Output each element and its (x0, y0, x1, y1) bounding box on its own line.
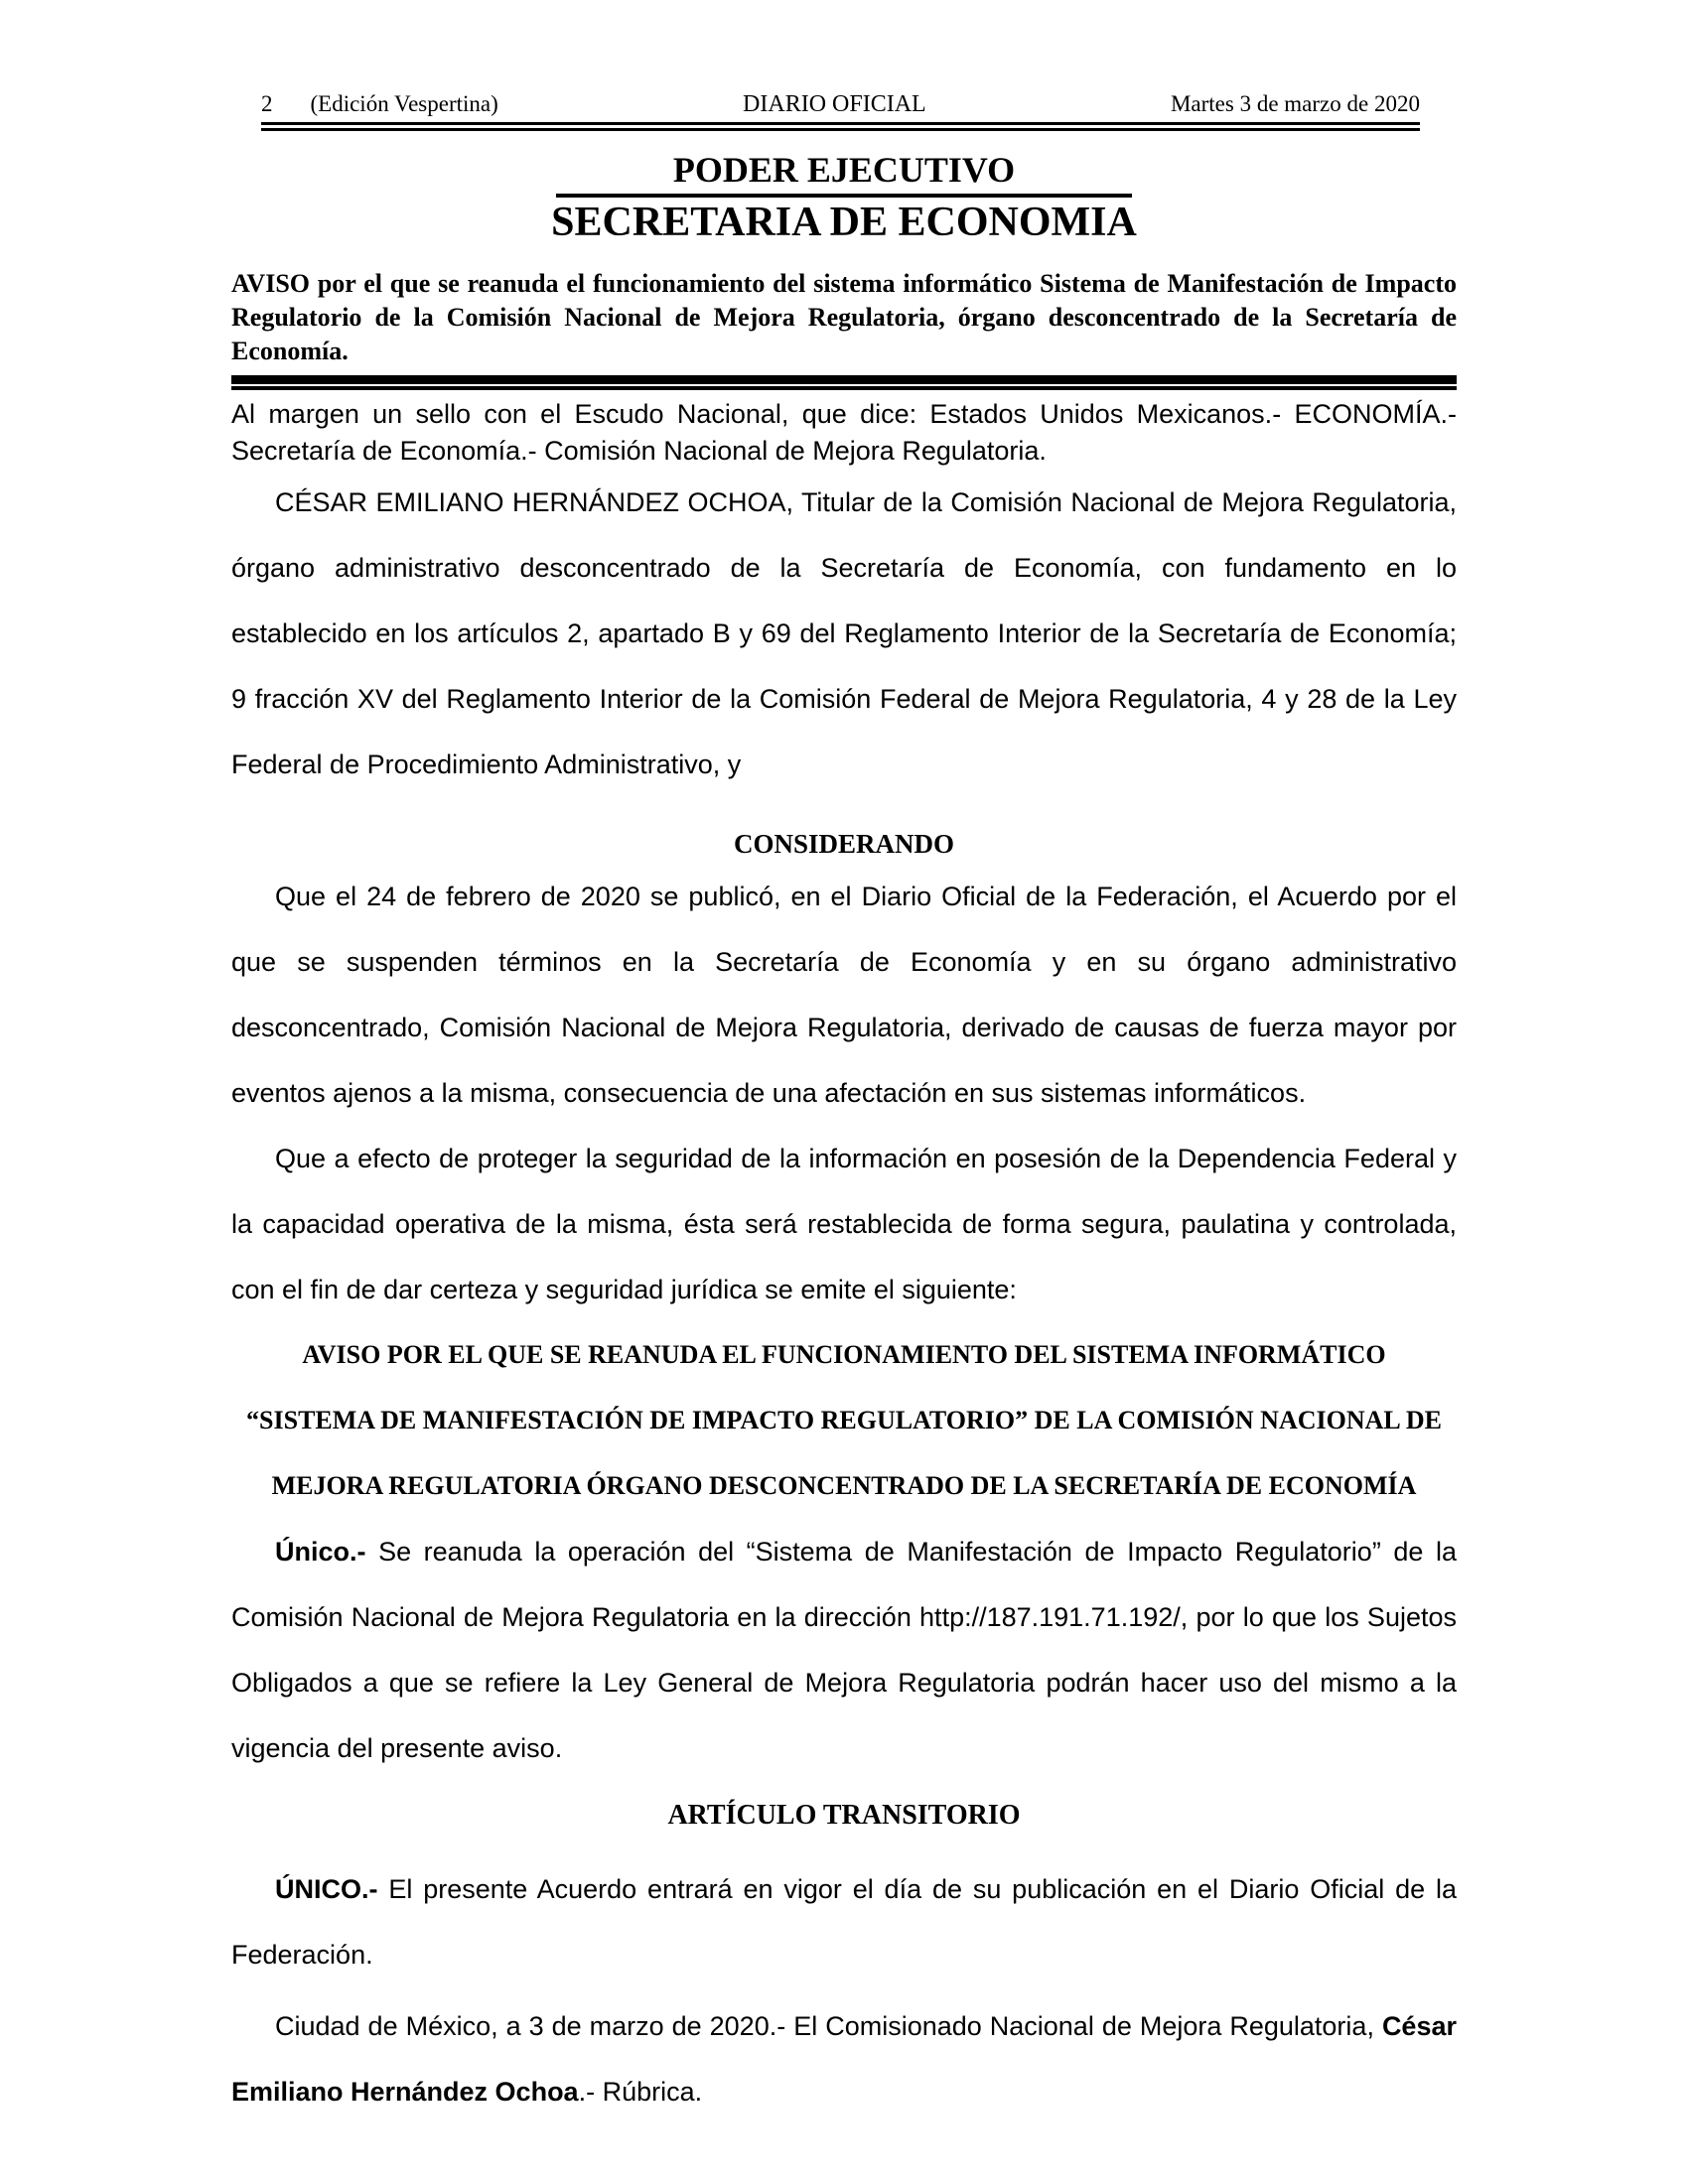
transitorio-paragraph (231, 1856, 1457, 1987)
edition-label: (Edición Vespertina) (310, 91, 498, 116)
transitorio-text: El presente Acuerdo entrará en vigor el día de su publicación en el Diario Oficial de la Federación. (231, 1874, 1457, 1970)
aviso-heading-line-1: AVISO POR EL QUE SE REANUDA EL FUNCIONAMIENTO DEL SISTEMA INFORMÁTICO (302, 1340, 1386, 1369)
aviso-heading-line-3: MEJORA REGULATORIA ÓRGANO DESCONCENTRADO DE LA SECRETARÍA DE ECONOMÍA (271, 1471, 1417, 1500)
title-underline (556, 194, 1132, 198)
considerando-heading: CONSIDERANDO (733, 829, 955, 859)
document-body (231, 0, 1457, 2124)
closing-paragraph (231, 1993, 1457, 2124)
separator-rule (231, 375, 1457, 390)
page-number: 2 (261, 91, 273, 116)
transitorio-lead: ÚNICO.- (275, 1874, 378, 1904)
unico-lead: Único.- (275, 1537, 366, 1567)
issue-date: Martes 3 de marzo de 2020 (1170, 91, 1420, 116)
closing-text-post: .- Rúbrica. (578, 2077, 703, 2107)
journal-title: DIARIO OFICIAL (743, 91, 926, 117)
unico-text: Se reanuda la operación del “Sistema de Manifestación de Impacto Regulatorio” de la Comisión Nacional de Mejora Regulatoria en la dirección http://187.191.71.192/, por lo que los Sujetos Obligados a que se refiere la Ley General de Mejora Regulatoria podrán hacer uso del mismo a la vigencia del presente aviso. (231, 1537, 1457, 1763)
aviso-heading-line-2: “SISTEMA DE MANIFESTACIÓN DE IMPACTO REGULATORIO” DE LA COMISIÓN NACIONAL DE (246, 1406, 1442, 1434)
unico-paragraph (231, 1519, 1457, 1781)
secretaria-title: SECRETARIA DE ECONOMIA (551, 200, 1137, 245)
closing-text-pre: Ciudad de México, a 3 de marzo de 2020.- El Comisionado Nacional de Mejora Regulatoria, (275, 2011, 1382, 2041)
considerando-paragraph-2: Que a efecto de proteger la seguridad de la información en posesión de la Dependencia Federal y la capacidad operativa de la misma, ésta será restablecida de forma segura, paulatina y controlada, con el fin de dar certeza y seguridad jurídica se emite el siguiente: (231, 1144, 1457, 1304)
considerando-paragraph-1: Que el 24 de febrero de 2020 se publicó, en el Diario Oficial de la Federación, el Acuerdo por el que se suspenden términos en la Secretaría de Economía y en su órgano administrativo desconcentrado, Comisión Nacional de Mejora Regulatoria, derivado de causas de fuerza mayor por eventos ajenos a la misma, consecuencia de una afectación en sus sistemas informáticos. (231, 882, 1457, 1108)
transitorio-heading: ARTÍCULO TRANSITORIO (667, 1800, 1021, 1831)
aviso-heading (231, 1322, 1457, 1519)
notice-summary: AVISO por el que se reanuda el funcionamiento del sistema informático Sistema de Manifestación de Impacto Regulatorio de la Comisión Nacional de Mejora Regulatoria, órgano desconcentrado de la Secretaría de Economía. (231, 269, 1457, 365)
signer-name: César Emiliano Hernández Ochoa (231, 2011, 1457, 2107)
seal-paragraph: Al margen un sello con el Escudo Nacional, que dice: Estados Unidos Mexicanos.- ECONOMÍA.- Secretaría de Economía.- Comisión Nacional de Mejora Regulatoria. (231, 399, 1457, 466)
poder-ejecutivo-title: PODER EJECUTIVO (672, 150, 1016, 190)
titular-paragraph: CÉSAR EMILIANO HERNÁNDEZ OCHOA, Titular de la Comisión Nacional de Mejora Regulatoria, órgano administrativo desconcentrado de la Secretaría de Economía, con fundamento en lo establecido en los artículos 2, apartado B y 69 del Reglamento Interior de la Secretaría de Economía; 9 fracción XV del Reglamento Interior de la Comisión Federal de Mejora Regulatoria, 4 y 28 de la Ley Federal de Procedimiento Administrativo, y (231, 487, 1457, 779)
